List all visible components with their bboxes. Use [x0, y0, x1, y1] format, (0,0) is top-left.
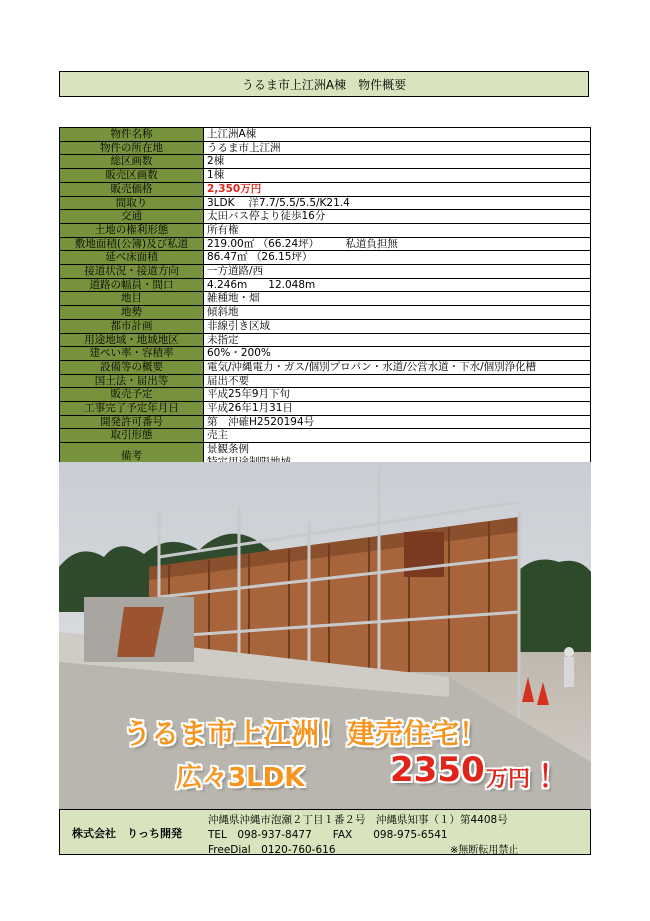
spec-row [60, 278, 591, 292]
spec-value: 電気/沖縄電力・ガス/個別プロパン・水道/公営水道・下水/個別浄化槽 [204, 360, 591, 374]
construction-site-image [59, 462, 591, 809]
company-phone-fax: TEL 098-937-8477 FAX 098-975-6541 [208, 829, 448, 841]
spec-label: 都市計画 [60, 319, 204, 333]
spec-value: 平成25年9月下旬 [204, 388, 591, 402]
spec-row [60, 347, 591, 361]
spec-label: 販売予定 [60, 388, 204, 402]
spec-value: 2棟 [204, 155, 591, 169]
spec-row [60, 319, 591, 333]
spec-row [60, 169, 591, 183]
spec-label: 間取り [60, 196, 204, 210]
spec-label: 道路の幅員・間口 [60, 278, 204, 292]
spec-row [60, 306, 591, 320]
spec-label: 物件の所在地 [60, 141, 204, 155]
spec-value: 4.246m 12.048m [204, 278, 591, 292]
spec-value: 売主 [204, 429, 591, 443]
spec-label: 土地の権利形態 [60, 223, 204, 237]
spec-row [60, 223, 591, 237]
spec-row [60, 196, 591, 210]
spec-label: 総区画数 [60, 155, 204, 169]
spec-label: 取引形態 [60, 429, 204, 443]
spec-value: 2,350万円 [204, 182, 591, 196]
company-address: 沖縄県沖縄市泡瀬２丁目１番２号 沖縄県知事（１）第4408号 [208, 814, 508, 826]
spec-row [60, 415, 591, 429]
spec-label: 設備等の概要 [60, 360, 204, 374]
spec-row [60, 333, 591, 347]
spec-row [60, 128, 591, 142]
spec-value: 1棟 [204, 169, 591, 183]
spec-label: 販売価格 [60, 182, 204, 196]
spec-label: 工事完了予定年月日 [60, 402, 204, 416]
spec-row [60, 360, 591, 374]
spec-value: うるま市上江洲 [204, 141, 591, 155]
spec-label: 延べ床面積 [60, 251, 204, 265]
spec-row [60, 182, 591, 196]
spec-label: 地勢 [60, 306, 204, 320]
company-footer [59, 809, 591, 855]
spec-value: 3LDK 洋7.7/5.5/5.5/K21.4 [204, 196, 591, 210]
spec-label: 地目 [60, 292, 204, 306]
spec-value: 届出不要 [204, 374, 591, 388]
company-name: 株式会社 りっち開発 [72, 827, 182, 840]
spec-value: 平成26年1月31日 [204, 402, 591, 416]
spec-value: 太田バス停より徒歩16分 [204, 210, 591, 224]
spec-row [60, 155, 591, 169]
spec-value: 傾斜地 [204, 306, 591, 320]
spec-row [60, 251, 591, 265]
spec-value: 86.47㎡ （26.15坪） [204, 251, 591, 265]
remarks-label: 備考 [60, 443, 204, 470]
spec-label: 接道状況・接道方向 [60, 265, 204, 279]
caption-exclamation: ！ [538, 760, 568, 795]
caption-price-unit: 万円 [486, 767, 531, 792]
copyright-note: ※無断転用禁止 [450, 845, 519, 856]
spec-label: 敷地面積(公簿)及び私道 [60, 237, 204, 251]
spec-row [60, 402, 591, 416]
spec-value: 所有権 [204, 223, 591, 237]
property-spec-table [59, 127, 591, 470]
remarks-line-1: 景観条例 [207, 443, 249, 456]
spec-label: 販売区画数 [60, 169, 204, 183]
spec-label: 開発許可番号 [60, 415, 204, 429]
spec-label: 国土法・届出等 [60, 374, 204, 388]
spec-label: 用途地域・地域地区 [60, 333, 204, 347]
company-freedial: FreeDial 0120-760-616 [208, 844, 336, 856]
spec-value: 非線引き区域 [204, 319, 591, 333]
spec-row [60, 265, 591, 279]
spec-value: 未指定 [204, 333, 591, 347]
spec-value: 一方道路/西 [204, 265, 591, 279]
spec-row [60, 210, 591, 224]
spec-row [60, 292, 591, 306]
caption-layout: 広々3LDK [176, 763, 305, 793]
spec-value: 第 沖確H2520194号 [204, 415, 591, 429]
spec-row [60, 374, 591, 388]
spec-row [60, 237, 591, 251]
spec-value: 60%・200% [204, 347, 591, 361]
spec-row [60, 141, 591, 155]
construction-photo [59, 462, 591, 809]
spec-row [60, 429, 591, 443]
caption-price: 2350 [390, 750, 485, 790]
spec-label: 建ぺい率・容積率 [60, 347, 204, 361]
spec-label: 物件名称 [60, 128, 204, 142]
spec-row [60, 388, 591, 402]
spec-value: 上江洲A棟 [204, 128, 591, 142]
document-title [59, 71, 589, 97]
spec-label: 交通 [60, 210, 204, 224]
caption-headline: うるま市上江洲！建売住宅！ [123, 717, 488, 750]
spec-value: 雑種地・畑 [204, 292, 591, 306]
title-text: うるま市上江洲A棟 物件概要 [241, 77, 407, 92]
spec-value: 219.00㎡ （66.24坪） 私道負担無 [204, 237, 591, 251]
